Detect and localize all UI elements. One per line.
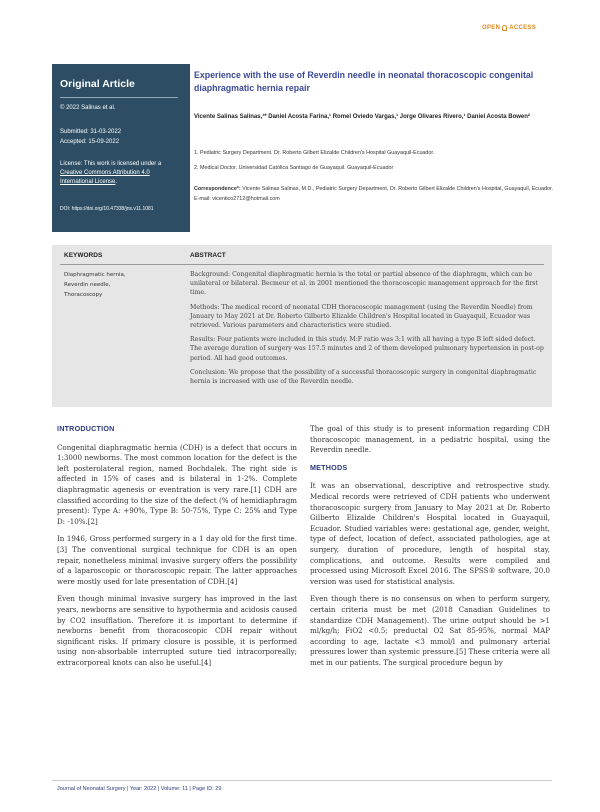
author-list: Vicente Salinas Salinas,¹* Daniel Acosta Farina,¹ Romel Oviedo Vargas,¹ Jorge Olivares Rivero,¹ Daniel Acosta Bowen²	[194, 114, 530, 120]
keyword-list	[64, 270, 164, 300]
copyright: © 2022 Salinas et al.	[60, 105, 116, 111]
submitted-date: Submitted: 31-03-2022	[60, 129, 122, 135]
keyword-item: Diaphragmatic hernia,	[64, 272, 126, 278]
open-lock-icon	[502, 25, 507, 31]
body-paragraph: Even though minimal invasive surgery has improved in the last years, newborns are sensitive to hypothermia and acidosis caused by CO2 insufflation. Therefore it is important to determine if newborns benefit from thoracoscopic CDH repair without significant risks. If primary closure is possible, it is performed using non-absorbable interrupted suture tied intracorporeally; extracorporeal knots can also be useful.[4]	[57, 594, 297, 667]
body-paragraph: The goal of this study is to present information regarding CDH thoracoscopic management, in a pediatric hospital, using the Reverdin needle.	[310, 424, 550, 455]
doi[interactable]: DOI: https://doi.org/10.47338/jns.v11.1081	[60, 206, 154, 212]
abstract-methods: Methods: The medical record of neonatal CDH thoracoscopic management (using the Reverdin Needle) from January to May 2021 at Dr. Roberto Gilberto Elizalde Children's Hospital located in Guayaquil, Ecuador was retrieved. Various parameters and characteristics were studied.	[190, 303, 533, 330]
dates	[60, 127, 121, 147]
page-footer: Journal of Neonatal Surgery | Year: 2022 | Volume: 11 | Page ID: 29	[57, 786, 222, 792]
body-paragraph: It was an observational, descriptive and retrospective study. Medical records were retrieved of CDH patients who underwent thoracoscopic surgery from January to May 2021 at Dr. Roberto Gilberto Elizalde Children's Hospital located in Guayaquil, Ecuador. Studied variables were: gestational age, gender, weight, type of defect, location of defect, associated pathologies, age at surgery, duration of procedure, length of hospital stay, complications, and outcome. Results were compiled and processed using Microsoft Excel 2016. The SPSS® software, 20.0 version was used for statistical analysis.	[310, 481, 550, 586]
accepted-date: Accepted: 15-09-2022	[60, 139, 120, 145]
article-info-panel	[52, 64, 190, 232]
abstract-results: Results: Four patients were included in this study. M:F ratio was 3:1 with all having a type B left sided defect. The average duration of surgery was 157.5 minutes and 2 of them developed pulmonary hypertension in post-op period. All had good outcomes.	[190, 336, 544, 362]
abstract-background: Background: Congenital diaphragmatic hernia is the total or partial absence of the diaphragm, which can be unilateral or bilateral. Becmeur et al. in 2001 mentioned the thoracoscopic management approach for the first time.	[190, 271, 538, 297]
article-type: Original Article	[60, 78, 135, 90]
article-title: Experience with the use of Reverdin needle in neonatal thoracoscopic congenital diaphragmatic hernia repair	[194, 70, 534, 93]
keyword-item: Reverdin needle,	[64, 282, 111, 288]
body-column-right	[310, 424, 550, 675]
affiliation-1: 1. Pediatric Surgery Department. Dr. Roberto Gilbert Elizalde Children's Hospital Guayaquil-Ecuador.	[194, 150, 435, 156]
body-paragraph: In 1946, Gross performed surgery in a 1 day old for the first time.[3] The conventional surgical technique for CDH is an open repair, nonetheless minimal invasive surgery offers the possibility of a laparoscopic or thoracoscopic repair. The latter approaches were mostly used for late presentation of CDH.[4]	[57, 534, 297, 586]
abstract-conclusion: Conclusion: We propose that the possibility of a successful thoracoscopic surgery in congenital diaphragmatic hernia is increased with use of the Reverdin needle.	[190, 368, 537, 386]
body-paragraph: Even though there is no consensus on when to perform surgery, certain criteria must be met (2018 Canadian Guidelines to standardize CDH Management). The urine output should be >1 ml/kg/h; FiO2 <0.5; preductal O2 Sat 85-95%, normal MAP according to age, lactate <3 mmol/l and pulmonary arterial pressures lower than systemic pressure.[5] These criteria were all met in our patients. The surgical procedure begun by	[310, 594, 550, 667]
abstract-text	[190, 270, 545, 391]
affiliation-2: 2. Medical Doctor. Universidad Católica Santiago de Guayaquil. Guayaquil-Ecuador	[194, 165, 394, 171]
footer-divider	[52, 780, 552, 781]
open-access-logo: OPEN ACCESS	[482, 25, 537, 31]
methods-heading: METHODS	[310, 462, 348, 472]
body-column-left	[57, 424, 297, 675]
body-paragraph: Congenital diaphragmatic hernia (CDH) is a defect that occurs in 1:3000 newborns. The most common location for the defect is the left posterolateral region, named Bochdalek. The right side is affected in 15% of cases and is bilateral in 1-2%. Complete diaphragmatic agenesis or eventration is very rare.[1] CDH are classified according to the size of the defect (% of hemidiaphragm present): Type A: +90%, Type B: 50-75%, Type C: 25% and Type D: -10%.[2]	[57, 442, 297, 526]
abstract-heading: ABSTRACT	[190, 252, 226, 259]
introduction-heading: INTRODUCTION	[57, 424, 115, 433]
keyword-item: Thoracoscopy	[64, 292, 103, 298]
divider	[60, 264, 544, 265]
license-link[interactable]: Creative Commons Attribution 4.0 International License	[60, 170, 150, 185]
keywords-heading: KEYWORDS	[64, 252, 103, 259]
correspondence: Correspondence*: Vicente Salinas Salinas, M.D., Pediatric Surgery Department, Dr. Roberto Gilbert Elizalde Children's Hospital, Guayaquil, Ecuador. E-mail: vicentico2712@hotmail.com	[194, 186, 553, 202]
abstract-box	[52, 245, 552, 407]
license-text: License: This work is licensed under a Creative Commons Attribution 4.0 International License.	[60, 161, 162, 185]
divider	[60, 97, 178, 98]
